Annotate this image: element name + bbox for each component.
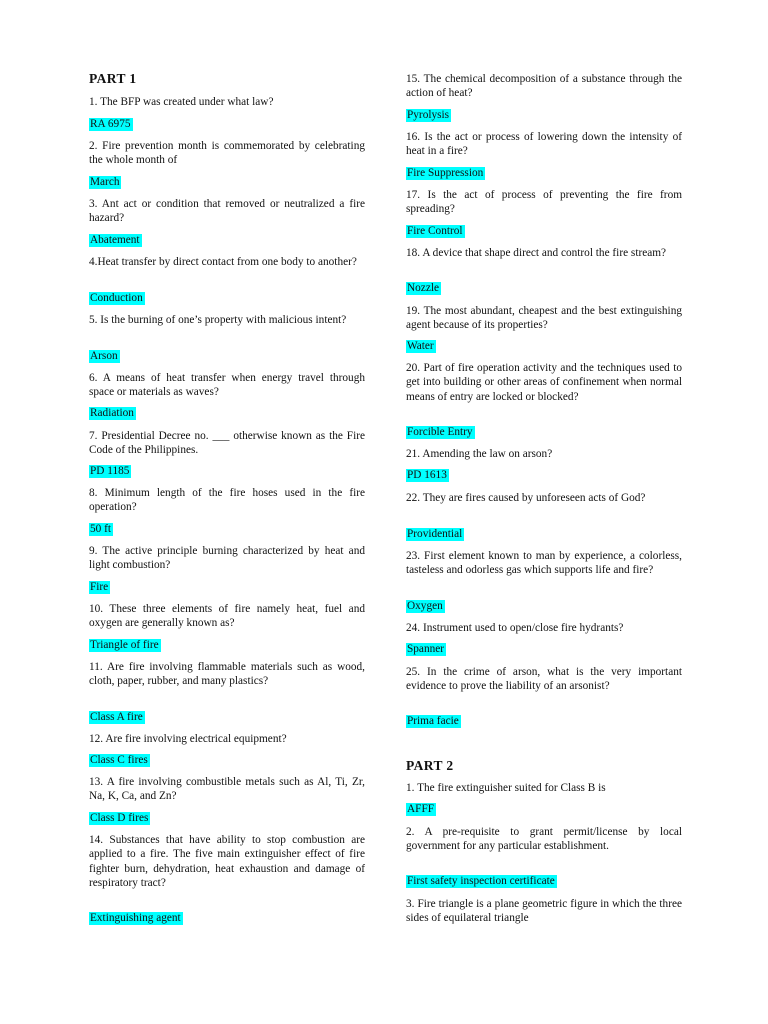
question-15: 15. The chemical decomposition of a substance through the action of heat? [406, 73, 682, 100]
answer-22: Providential [407, 528, 463, 540]
answer-9: Fire [90, 581, 109, 593]
question-24: 24. Instrument used to open/close fire hydrants? [406, 622, 624, 634]
question-7: 7. Presidential Decree no. ___ otherwise known as the Fire Code of the Philippines. [89, 430, 365, 457]
question-19: 19. The most abundant, cheapest and the best extinguishing agent because of its properties? [406, 305, 682, 332]
part1-heading: PART 1 [89, 71, 137, 86]
question-4: 4.Heat transfer by direct contact from one body to another? [89, 256, 357, 268]
answer-13: Class D fires [90, 812, 149, 824]
answer-20: Forcible Entry [407, 426, 473, 438]
answer-12: Class C fires [90, 754, 148, 766]
answer-19: Water [407, 340, 434, 352]
answer-1: RA 6975 [90, 118, 131, 130]
question-22: 22. They are fires caused by unforeseen acts of God? [406, 492, 646, 504]
answer-7: PD 1185 [90, 465, 130, 477]
question-9: 9. The active principle burning characterized by heat and light combustion? [89, 545, 365, 572]
answer-8: 50 ft [90, 523, 112, 535]
question-12: 12. Are fire involving electrical equipment? [89, 733, 287, 745]
question-10: 10. These three elements of fire namely heat, fuel and oxygen are generally known as? [89, 603, 365, 630]
answer-23: Oxygen [407, 600, 443, 612]
question-17: 17. Is the act of process of preventing the fire from spreading? [406, 189, 682, 216]
question-20: 20. Part of fire operation activity and the techniques used to get into building or other areas of confinement when normal means of entry are locked or blocked? [406, 362, 682, 403]
answer-16: Fire Suppression [407, 167, 484, 179]
answer-17: Fire Control [407, 225, 463, 237]
answer-6: Radiation [90, 407, 134, 419]
question-25: 25. In the crime of arson, what is the very important evidence to prove the liability of an arsonist? [406, 666, 682, 693]
question-16: 16. Is the act or process of lowering down the intensity of heat in a fire? [406, 131, 682, 158]
question-8: 8. Minimum length of the fire hoses used in the fire operation? [89, 487, 365, 514]
answer-18: Nozzle [407, 282, 439, 294]
question-6: 6. A means of heat transfer when energy travel through space or materials as waves? [89, 372, 365, 399]
answer-2: March [90, 176, 120, 188]
question-14: 14. Substances that have ability to stop combustion are applied to a fire. The five main extinguisher effect of fire fighter burn, dehydration, heat exhaustion and damage of respiratory tract? [89, 834, 365, 890]
question-18: 18. A device that shape direct and control the fire stream? [406, 247, 667, 259]
answer-10: Triangle of fire [90, 639, 159, 651]
answer-15: Pyrolysis [407, 109, 450, 121]
question-3: 3. Ant act or condition that removed or neutralized a fire hazard? [89, 198, 365, 225]
answer-21: PD 1613 [407, 469, 447, 481]
question-1: 1. The BFP was created under what law? [89, 96, 274, 108]
question-13: 13. A fire involving combustible metals such as Al, Ti, Zr, Na, K, Ca, and Zn? [89, 776, 365, 803]
answer-11: Class A fire [90, 711, 143, 723]
answer-5: Arson [90, 350, 118, 362]
answer-3: Abatement [90, 234, 140, 246]
answer-24: Spanner [407, 643, 445, 655]
answer-14: Extinguishing agent [90, 912, 181, 924]
part2-question-2: 2. A pre-requisite to grant permit/license by local government for any particular establishment. [406, 826, 682, 853]
answer-25: Prima facie [407, 715, 459, 727]
part2-heading: PART 2 [406, 758, 454, 773]
part2-question-1: 1. The fire extinguisher suited for Class B is [406, 782, 606, 794]
question-23: 23. First element known to man by experience, a colorless, tasteless and odorless gas which supports life and fire? [406, 550, 682, 577]
question-2: 2. Fire prevention month is commemorated by celebrating the whole month of [89, 140, 365, 167]
part2-answer-1: AFFF [407, 803, 435, 815]
question-21: 21. Amending the law on arson? [406, 448, 553, 460]
part2-question-3: 3. Fire triangle is a plane geometric figure in which the three sides of equilateral triangle [406, 898, 682, 925]
answer-4: Conduction [90, 292, 143, 304]
part2-answer-2: First safety inspection certificate [407, 875, 555, 887]
question-11: 11. Are fire involving flammable materials such as wood, cloth, paper, rubber, and many plastics? [89, 661, 365, 688]
question-5: 5. Is the burning of one’s property with malicious intent? [89, 314, 347, 326]
